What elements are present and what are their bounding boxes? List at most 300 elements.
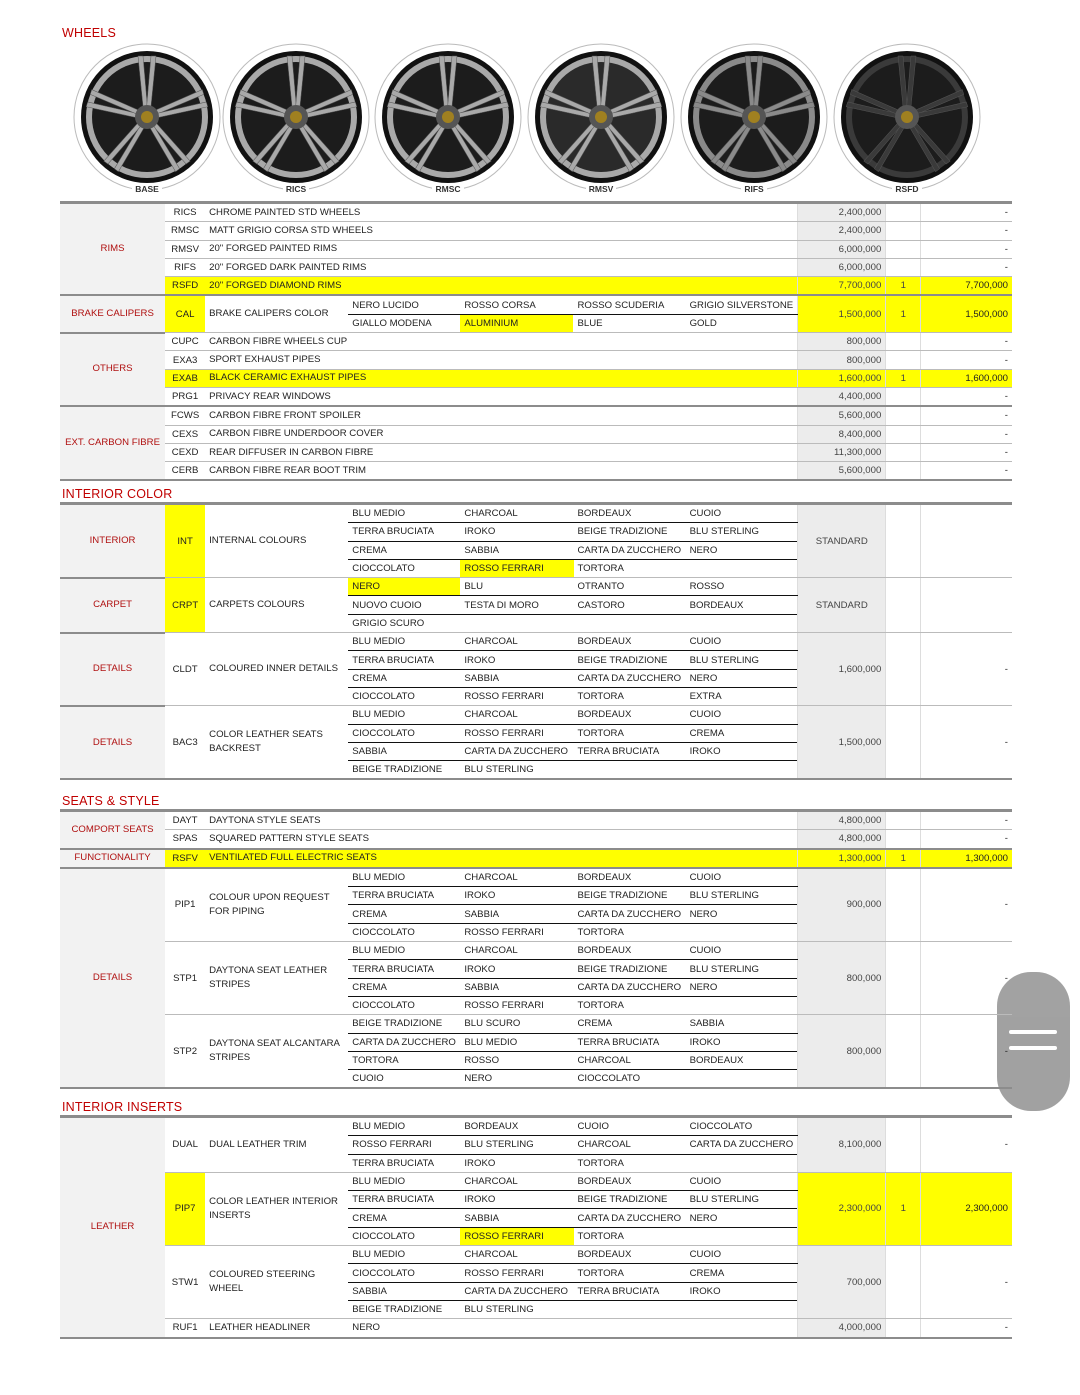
color-choice[interactable]: BORDEAUX [574, 504, 686, 523]
color-choice[interactable]: BORDEAUX [573, 868, 685, 887]
color-choice[interactable]: CUOIO [686, 633, 798, 651]
color-choice[interactable]: BORDEAUX [574, 633, 686, 651]
option-quantity [886, 258, 921, 276]
color-choice[interactable]: ROSSO FERRARI [460, 724, 573, 742]
option-total: - [921, 222, 1012, 240]
color-choice [686, 614, 798, 632]
option-description: CARBON FIBRE UNDERDOOR COVER [205, 425, 798, 443]
option-code: PIP7 [165, 1172, 205, 1245]
color-choice[interactable]: SABBIA [460, 541, 573, 559]
color-choice[interactable]: CHARCOAL [573, 1051, 685, 1069]
color-choice[interactable]: BORDEAUX [686, 1051, 798, 1069]
color-choice[interactable]: ROSSO FERRARI [460, 996, 573, 1014]
color-choice[interactable]: CARTA DA ZUCCHERO [573, 905, 685, 923]
color-choice[interactable]: TORTORA [573, 923, 685, 941]
color-choice[interactable]: BLU MEDIO [348, 706, 460, 724]
color-choice[interactable]: NERO [686, 978, 798, 996]
color-choice [686, 996, 798, 1014]
option-code: DUAL [165, 1117, 205, 1173]
group-label: DETAILS [60, 633, 165, 706]
color-choice[interactable]: CUOIO [686, 868, 798, 887]
option-code: RSFV [165, 849, 205, 868]
color-choice[interactable]: BLU MEDIO [348, 1172, 460, 1190]
color-choice[interactable]: NERO [686, 669, 798, 687]
option-total: - [921, 1117, 1012, 1173]
color-choice[interactable]: BEIGE TRADIZIONE [348, 761, 460, 780]
color-choice[interactable]: CUOIO [686, 1246, 798, 1264]
option-quantity [886, 1117, 921, 1173]
wheel-image [373, 42, 523, 192]
option-description: INTERNAL COLOURS [205, 504, 348, 578]
wheel-image [526, 42, 676, 192]
group-label: COMPORT SEATS [60, 811, 165, 849]
option-total: - [921, 406, 1012, 425]
option-price: 800,000 [798, 351, 886, 369]
table-row [60, 203, 1012, 222]
color-choice[interactable]: BLU [460, 578, 573, 596]
option-total: - [921, 333, 1012, 351]
color-choice[interactable]: BORDEAUX [574, 1172, 686, 1190]
option-price: 2,300,000 [798, 1172, 886, 1245]
color-choice[interactable]: GRIGIO SCURO [348, 614, 460, 632]
color-choice[interactable]: IROKO [460, 1154, 573, 1172]
color-choice[interactable]: BEIGE TRADIZIONE [574, 1191, 686, 1209]
color-choice[interactable]: IROKO [460, 523, 573, 541]
option-price: 1,500,000 [798, 295, 886, 332]
color-choice[interactable]: SABBIA [460, 1209, 573, 1227]
color-choice[interactable]: CHARCOAL [460, 1172, 573, 1190]
color-choice[interactable]: BEIGE TRADIZIONE [574, 651, 686, 669]
color-choice[interactable]: IROKO [686, 742, 798, 760]
color-choice[interactable]: NERO LUCIDO [348, 295, 460, 314]
color-choice[interactable]: CREMA [686, 1264, 798, 1282]
table-row [60, 387, 1012, 406]
table-row [60, 222, 1012, 240]
option-description: SPORT EXHAUST PIPES [205, 351, 798, 369]
color-choice[interactable]: TORTORA [574, 1264, 686, 1282]
option-total [921, 504, 1012, 578]
option-code: CEXD [165, 443, 205, 461]
color-choice[interactable]: CASTORO [574, 596, 686, 614]
option-description: CARBON FIBRE FRONT SPOILER [205, 406, 798, 425]
color-choice[interactable]: BEIGE TRADIZIONE [573, 887, 685, 905]
color-choice[interactable]: CARTA DA ZUCCHERO [573, 978, 685, 996]
color-choice[interactable]: CIOCCOLATO [348, 559, 460, 577]
color-choice[interactable]: CREMA [348, 541, 460, 559]
grip-line-icon [1009, 1030, 1057, 1034]
option-total: - [921, 203, 1012, 222]
section-title: INTERIOR INSERTS [62, 1100, 183, 1114]
color-choice [686, 1070, 798, 1089]
color-choice[interactable]: NERO [686, 541, 798, 559]
option-quantity [886, 333, 921, 351]
option-total: - [921, 387, 1012, 406]
option-total: - [921, 462, 1012, 481]
color-choice[interactable]: SABBIA [348, 742, 460, 760]
option-total [921, 578, 1012, 633]
table-row [60, 277, 1012, 296]
color-choice [686, 1319, 798, 1338]
color-choice[interactable]: BORDEAUX [573, 942, 685, 960]
color-choice[interactable]: NERO [686, 1209, 798, 1227]
option-quantity: 1 [886, 849, 921, 868]
option-description: 20" FORGED DIAMOND RIMS [205, 277, 798, 296]
color-choice[interactable]: BORDEAUX [574, 706, 686, 724]
color-choice[interactable]: BLU STERLING [686, 887, 798, 905]
color-choice[interactable]: BLUE [573, 314, 685, 332]
color-choice[interactable]: BEIGE TRADIZIONE [348, 1015, 460, 1033]
color-choice[interactable]: BEIGE TRADIZIONE [574, 523, 686, 541]
table-row [60, 351, 1012, 369]
option-total: - [921, 258, 1012, 276]
option-code: FCWS [165, 406, 205, 425]
option-price: 4,400,000 [798, 387, 886, 406]
option-total: - [921, 240, 1012, 258]
wheel-label: RSFD [892, 184, 921, 194]
color-choice[interactable]: ROSSO CORSA [460, 295, 573, 314]
option-description: DUAL LEATHER TRIM [205, 1117, 348, 1173]
color-choice[interactable]: CREMA [348, 669, 460, 687]
color-choice[interactable]: TORTORA [574, 559, 686, 577]
color-choice[interactable]: CUOIO [686, 504, 798, 523]
color-choice-selected[interactable]: ROSSO FERRARI [460, 559, 573, 577]
option-quantity [886, 830, 921, 849]
option-quantity [886, 222, 921, 240]
color-choice[interactable]: ROSSO [460, 1051, 573, 1069]
color-choice[interactable]: CREMA [348, 1209, 460, 1227]
color-choice[interactable]: TERRA BRUCIATA [348, 1154, 460, 1172]
table-row [60, 462, 1012, 481]
color-choice[interactable]: BLU MEDIO [460, 1033, 573, 1051]
option-quantity [886, 406, 921, 425]
color-choice[interactable]: BLU STERLING [686, 1191, 798, 1209]
option-quantity [886, 1015, 921, 1089]
color-choice[interactable]: CARTA DA ZUCCHERO [686, 1136, 798, 1154]
color-choice[interactable]: CIOCCOLATO [348, 996, 460, 1014]
color-choice[interactable]: TORTORA [574, 1227, 686, 1245]
color-choice[interactable]: BORDEAUX [460, 1117, 573, 1136]
option-total: - [921, 868, 1012, 942]
color-choice[interactable]: ROSSO FERRARI [460, 687, 573, 705]
color-choice[interactable]: GOLD [686, 314, 798, 332]
color-choice [574, 761, 686, 780]
wheel-label: RIFS [741, 184, 766, 194]
color-choice[interactable]: BLU STERLING [686, 523, 798, 541]
color-choice[interactable]: CREMA [348, 978, 460, 996]
option-price: 1,600,000 [798, 633, 886, 706]
color-choice[interactable]: ROSSO FERRARI [460, 923, 573, 941]
option-description: DAYTONA STYLE SEATS [205, 811, 798, 830]
color-choice[interactable]: CIOCCOLATO [348, 923, 460, 941]
color-choice[interactable]: CIOCCOLATO [348, 1264, 460, 1282]
option-code: CERB [165, 462, 205, 481]
option-description: COLOR LEATHER SEATS BACKREST [205, 706, 348, 780]
color-choice[interactable]: BORDEAUX [686, 596, 798, 614]
option-quantity [886, 942, 921, 1015]
options-table [60, 809, 1012, 1089]
options-table [60, 1115, 1012, 1339]
wheel-option-rics [221, 42, 371, 200]
table-row [60, 369, 1012, 387]
color-choice[interactable]: CIOCCOLATO [348, 1227, 460, 1245]
color-choice[interactable]: BLU MEDIO [348, 504, 460, 523]
color-choice[interactable]: TORTORA [348, 1051, 460, 1069]
option-code: BAC3 [165, 706, 205, 780]
color-choice[interactable]: TERRA BRUCIATA [574, 1282, 686, 1300]
wheels-gallery [60, 42, 1012, 200]
color-choice[interactable]: CIOCCOLATO [348, 687, 460, 705]
color-choice[interactable]: CUOIO [686, 942, 798, 960]
option-code: PRG1 [165, 387, 205, 406]
color-choice[interactable]: EXTRA [686, 687, 798, 705]
options-table [60, 201, 1012, 481]
option-total: - [921, 425, 1012, 443]
option-code: CEXS [165, 425, 205, 443]
option-total: 7,700,000 [921, 277, 1012, 296]
wheel-label: RMSC [432, 184, 463, 194]
option-price: 6,000,000 [798, 240, 886, 258]
table-row [60, 868, 1012, 887]
option-total: - [921, 443, 1012, 461]
color-choice[interactable]: IROKO [460, 887, 573, 905]
color-choice-selected[interactable]: NERO [348, 578, 460, 596]
color-choice[interactable]: CARTA DA ZUCCHERO [574, 669, 686, 687]
table-row [60, 333, 1012, 351]
option-total: - [921, 1015, 1012, 1089]
color-choice[interactable]: BLU STERLING [686, 651, 798, 669]
table-row [60, 811, 1012, 830]
option-code: DAYT [165, 811, 205, 830]
color-choice[interactable]: TERRA BRUCIATA [348, 960, 460, 978]
color-choice[interactable]: CIOCCOLATO [348, 724, 460, 742]
color-choice[interactable]: IROKO [460, 960, 573, 978]
color-choice[interactable]: CARTA DA ZUCCHERO [348, 1033, 460, 1051]
color-choice[interactable]: CIOCCOLATO [573, 1070, 685, 1089]
option-price: 800,000 [798, 333, 886, 351]
table-row [60, 295, 1012, 314]
option-quantity [886, 706, 921, 780]
color-choice[interactable]: IROKO [686, 1282, 798, 1300]
color-choice[interactable]: TERRA BRUCIATA [348, 651, 460, 669]
color-choice[interactable]: CARTA DA ZUCCHERO [574, 1209, 686, 1227]
color-choice[interactable]: BLU MEDIO [348, 633, 460, 651]
color-choice[interactable]: TESTA DI MORO [460, 596, 573, 614]
option-code: CLDT [165, 633, 205, 706]
color-choice[interactable]: NUOVO CUOIO [348, 596, 460, 614]
option-quantity: 1 [886, 277, 921, 296]
color-choice[interactable]: CUOIO [574, 1117, 686, 1136]
option-total: - [921, 1319, 1012, 1338]
color-choice[interactable]: BLU MEDIO [348, 942, 460, 960]
wheel-image [679, 42, 829, 192]
color-choice[interactable]: CHARCOAL [460, 633, 573, 651]
table-row [60, 1015, 1012, 1033]
option-code: CAL [165, 295, 205, 332]
color-choice[interactable]: BLU MEDIO [348, 868, 460, 887]
color-choice[interactable]: BEIGE TRADIZIONE [573, 960, 685, 978]
color-choice[interactable]: BLU SCURO [460, 1015, 573, 1033]
options-table [60, 502, 1012, 780]
option-description: BRAKE CALIPERS COLOR [205, 295, 348, 332]
color-choice [460, 614, 573, 632]
option-price: 5,600,000 [798, 406, 886, 425]
option-price: 8,100,000 [798, 1117, 886, 1173]
color-choice[interactable]: TERRA BRUCIATA [348, 523, 460, 541]
color-choice[interactable]: CHARCOAL [460, 868, 573, 887]
option-quantity [886, 1246, 921, 1319]
color-choice-selected[interactable]: ALUMINIUM [460, 314, 573, 332]
group-label: BRAKE CALIPERS [60, 295, 165, 332]
option-description: COLOURED STEERING WHEEL [205, 1246, 348, 1319]
option-description: COLOURED INNER DETAILS [205, 633, 348, 706]
color-choice[interactable]: IROKO [460, 651, 573, 669]
color-choice[interactable]: GIALLO MODENA [348, 314, 460, 332]
wheel-label: RMSV [586, 184, 617, 194]
color-choice[interactable]: BLU MEDIO [348, 1246, 460, 1264]
color-choice[interactable]: SABBIA [460, 669, 573, 687]
color-choice[interactable]: BLU STERLING [686, 960, 798, 978]
group-label: EXT. CARBON FIBRE [60, 406, 165, 480]
option-description: SQUARED PATTERN STYLE SEATS [205, 830, 798, 849]
option-total: - [921, 830, 1012, 849]
color-choice [686, 1227, 798, 1245]
color-choice[interactable]: CUOIO [686, 706, 798, 724]
option-price: 2,400,000 [798, 222, 886, 240]
color-choice[interactable]: TERRA BRUCIATA [348, 1191, 460, 1209]
color-choice [686, 559, 798, 577]
color-choice [686, 761, 798, 780]
color-choice-selected[interactable]: ROSSO FERRARI [460, 1227, 573, 1245]
color-choice[interactable]: CHARCOAL [460, 504, 573, 523]
color-choice[interactable]: BLU STERLING [460, 761, 573, 780]
color-choice[interactable]: TERRA BRUCIATA [574, 742, 686, 760]
color-choice[interactable]: BLU MEDIO [348, 1117, 460, 1136]
option-code: STP1 [165, 942, 205, 1015]
color-choice[interactable]: CUOIO [686, 1172, 798, 1190]
color-choice[interactable]: ROSSO FERRARI [348, 1136, 460, 1154]
option-quantity [886, 203, 921, 222]
section-title: SEATS & STYLE [62, 794, 160, 808]
color-choice [686, 1300, 798, 1318]
color-choice[interactable]: SABBIA [686, 1015, 798, 1033]
color-choice[interactable]: BLU STERLING [460, 1136, 573, 1154]
table-row [60, 1319, 1012, 1338]
color-choice[interactable]: TORTORA [574, 724, 686, 742]
table-row [60, 942, 1012, 960]
color-choice[interactable]: OTRANTO [574, 578, 686, 596]
color-choice[interactable]: ROSSO FERRARI [460, 1264, 573, 1282]
color-choice[interactable]: TORTORA [574, 1154, 686, 1172]
option-code: RICS [165, 203, 205, 222]
color-choice[interactable]: BORDEAUX [574, 1246, 686, 1264]
color-choice[interactable]: ROSSO [686, 578, 798, 596]
option-code: RUF1 [165, 1319, 205, 1338]
color-choice[interactable]: CHARCOAL [460, 942, 573, 960]
color-choice[interactable]: SABBIA [460, 978, 573, 996]
color-choice[interactable]: CHARCOAL [460, 706, 573, 724]
table-row [60, 240, 1012, 258]
color-choice[interactable]: NERO [460, 1070, 573, 1089]
color-choice[interactable]: BEIGE TRADIZIONE [348, 1300, 460, 1318]
option-code: RMSC [165, 222, 205, 240]
wheel-option-rifs [679, 42, 829, 200]
option-price: 2,400,000 [798, 203, 886, 222]
color-choice[interactable]: CREMA [686, 724, 798, 742]
option-total: 2,300,000 [921, 1172, 1012, 1245]
color-choice[interactable]: IROKO [686, 1033, 798, 1051]
color-choice[interactable]: NERO [686, 905, 798, 923]
table-row [60, 258, 1012, 276]
option-quantity [886, 504, 921, 578]
option-quantity: 1 [886, 1172, 921, 1245]
option-price: STANDARD [798, 504, 886, 578]
wheel-option-rmsv [526, 42, 676, 200]
color-choice[interactable]: IROKO [460, 1191, 573, 1209]
table-row [60, 443, 1012, 461]
wheel-image [832, 42, 982, 192]
group-label: LEATHER [60, 1117, 165, 1338]
option-price: 5,600,000 [798, 462, 886, 481]
group-label: DETAILS [60, 868, 165, 1089]
color-choice[interactable]: TORTORA [574, 687, 686, 705]
option-price: 7,700,000 [798, 277, 886, 296]
table-row [60, 1117, 1012, 1136]
color-choice[interactable]: BLU STERLING [460, 1300, 573, 1318]
color-choice[interactable]: TERRA BRUCIATA [348, 887, 460, 905]
option-code: STP2 [165, 1015, 205, 1089]
wheel-option-base [72, 42, 222, 200]
color-choice[interactable]: CARTA DA ZUCCHERO [574, 541, 686, 559]
color-choice[interactable]: TERRA BRUCIATA [573, 1033, 685, 1051]
color-choice[interactable]: CHARCOAL [574, 1136, 686, 1154]
color-choice[interactable]: TORTORA [573, 996, 685, 1014]
color-choice [686, 923, 798, 941]
color-choice [574, 1319, 686, 1338]
color-choice[interactable]: CARTA DA ZUCCHERO [460, 1282, 573, 1300]
option-code: RMSV [165, 240, 205, 258]
color-choice [574, 1300, 686, 1318]
group-label: DETAILS [60, 706, 165, 780]
color-choice[interactable]: CHARCOAL [460, 1246, 573, 1264]
option-price: 4,800,000 [798, 830, 886, 849]
wheel-image [221, 42, 371, 192]
option-quantity [886, 351, 921, 369]
color-choice[interactable]: CREMA [573, 1015, 685, 1033]
color-choice[interactable]: CARTA DA ZUCCHERO [460, 742, 573, 760]
option-description: COLOUR UPON REQUEST FOR PIPING [205, 868, 348, 942]
option-code: SPAS [165, 830, 205, 849]
color-choice[interactable]: SABBIA [460, 905, 573, 923]
color-choice[interactable]: SABBIA [348, 1282, 460, 1300]
color-choice[interactable]: CUOIO [348, 1070, 460, 1089]
section-title: INTERIOR COLOR [62, 487, 173, 501]
option-quantity [886, 387, 921, 406]
color-choice[interactable]: ROSSO SCUDERIA [573, 295, 685, 314]
table-row [60, 849, 1012, 868]
option-quantity [886, 443, 921, 461]
group-label: OTHERS [60, 333, 165, 407]
option-total: - [921, 942, 1012, 1015]
group-label: FUNCTIONALITY [60, 849, 165, 868]
option-description: DAYTONA SEAT LEATHER STRIPES [205, 942, 348, 1015]
color-choice[interactable]: GRIGIO SILVERSTONE [686, 295, 798, 314]
color-choice[interactable]: NERO [348, 1319, 460, 1338]
option-quantity [886, 578, 921, 633]
option-description: LEATHER HEADLINER [205, 1319, 348, 1338]
option-price: 4,800,000 [798, 811, 886, 830]
color-choice[interactable]: CREMA [348, 905, 460, 923]
color-choice[interactable]: CIOCCOLATO [686, 1117, 798, 1136]
